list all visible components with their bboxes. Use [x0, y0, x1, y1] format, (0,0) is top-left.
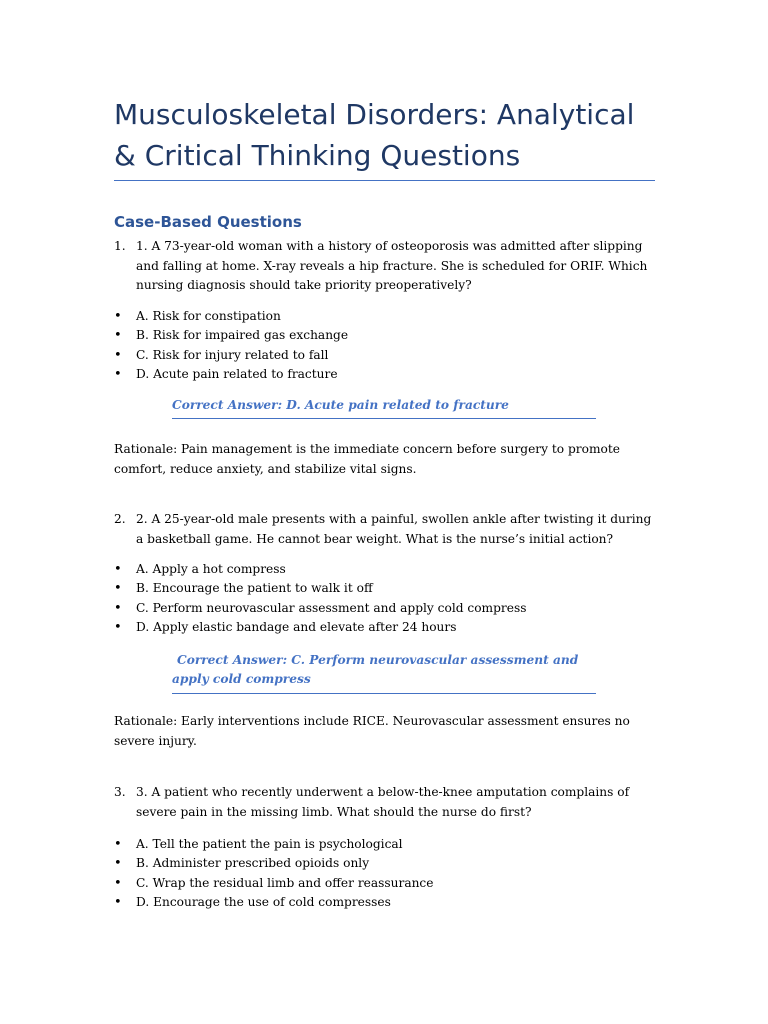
- option-item: [114, 579, 526, 598]
- rationale: Rationale: Early interventions include RICE. Neurovascular assessment ensures no severe injury.: [114, 714, 630, 748]
- option-item: [114, 346, 348, 365]
- bullet-icon: •: [114, 619, 122, 635]
- option-text: D. Apply elastic bandage and elevate after 24 hours: [136, 619, 457, 634]
- correct-answer: [172, 396, 596, 419]
- bullet-icon: •: [114, 581, 122, 597]
- answer-text: Correct Answer: D. Acute pain related to fracture: [172, 398, 509, 412]
- title-underline: [114, 180, 655, 181]
- option-item: [114, 560, 526, 579]
- document-title: Musculoskeletal Disorders: Analytical & Critical Thinking Questions: [114, 98, 635, 172]
- option-item: [114, 365, 348, 384]
- question-1-options: [114, 307, 348, 384]
- option-item: [114, 835, 433, 854]
- bullet-icon: •: [114, 894, 122, 910]
- question-2-options: [114, 560, 526, 637]
- option-text: B. Administer prescribed opioids only: [136, 856, 370, 871]
- option-text: C. Perform neurovascular assessment and apply cold compress: [136, 600, 527, 615]
- section-heading: Case-Based Questions: [114, 213, 302, 231]
- question-text: 3. A patient who recently underwent a below-the-knee amputation complains of severe pain in the missing limb. What should the nurse do first?: [136, 785, 630, 819]
- question-1: [114, 237, 656, 296]
- question-text: 1. A 73-year-old woman with a history of osteoporosis was admitted after slipping and falling at home. X-ray reveals a hip fracture. She is scheduled for ORIF. Which nursing diagnosis should take priority preoperatively?: [136, 239, 648, 293]
- option-text: C. Wrap the residual limb and offer reassurance: [136, 875, 434, 890]
- bullet-icon: •: [114, 837, 122, 852]
- bullet-icon: •: [114, 366, 122, 382]
- option-text: A. Tell the patient the pain is psychological: [136, 837, 403, 851]
- answer-text: Correct Answer: C. Perform neurovascular assessment and apply cold compress: [172, 653, 579, 687]
- option-item: [114, 854, 433, 873]
- bullet-icon: •: [114, 875, 122, 891]
- bullet-icon: •: [114, 562, 122, 577]
- option-text: A. Risk for constipation: [136, 309, 281, 323]
- option-item: [114, 307, 348, 326]
- question-number: 3.: [114, 785, 126, 799]
- question-3: [114, 783, 656, 822]
- question-3-options: [114, 835, 433, 912]
- bullet-icon: •: [114, 856, 122, 872]
- question-number: 2.: [114, 512, 126, 526]
- bullet-icon: •: [114, 347, 122, 363]
- option-item: [114, 874, 433, 893]
- option-text: B. Risk for impaired gas exchange: [136, 328, 349, 343]
- question-number: 1.: [114, 239, 126, 253]
- option-text: B. Encourage the patient to walk it off: [136, 581, 373, 596]
- option-text: D. Acute pain related to fracture: [136, 366, 338, 381]
- option-item: [114, 326, 348, 345]
- correct-answer: [172, 651, 596, 694]
- bullet-icon: •: [114, 600, 122, 616]
- rationale: Rationale: Pain management is the immediate concern before surgery to promote comfort, reduce anxiety, and stabilize vital signs.: [114, 442, 620, 476]
- option-item: [114, 618, 526, 637]
- option-text: A. Apply a hot compress: [136, 562, 286, 576]
- bullet-icon: •: [114, 328, 122, 344]
- option-text: C. Risk for injury related to fall: [136, 347, 329, 362]
- bullet-icon: •: [114, 309, 122, 324]
- option-text: D. Encourage the use of cold compresses: [136, 894, 391, 909]
- question-2: [114, 510, 656, 549]
- option-item: [114, 893, 433, 912]
- question-text: 2. A 25-year-old male presents with a painful, swollen ankle after twisting it during a basketball game. He cannot bear weight. What is the nurse’s initial action?: [136, 512, 652, 546]
- option-item: [114, 599, 526, 618]
